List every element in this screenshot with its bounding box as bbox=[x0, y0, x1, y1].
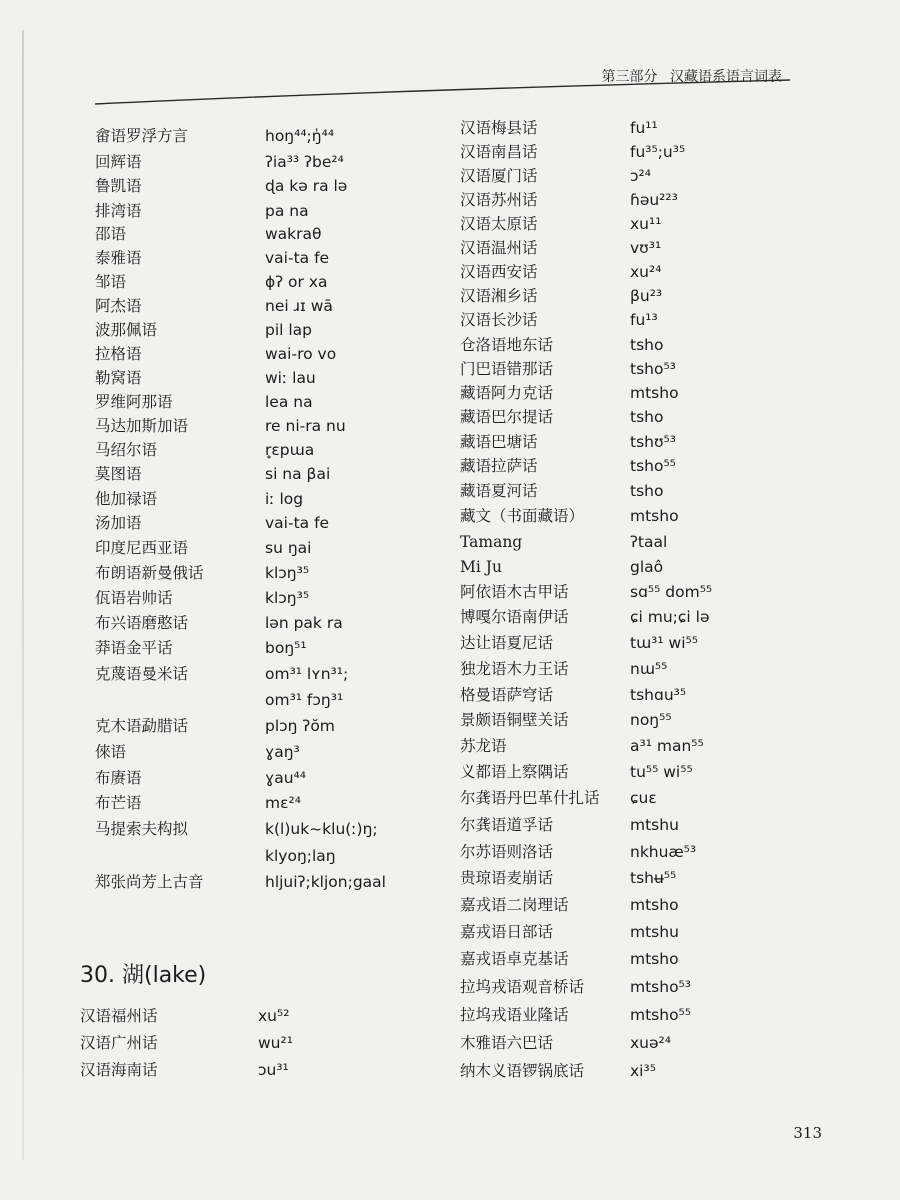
word-form: ɣaŋ³ bbox=[265, 743, 300, 761]
word-form: nei ɹɪ wā bbox=[265, 297, 333, 315]
language-name: 达让语夏尼话 bbox=[460, 634, 554, 652]
language-name: 回辉语 bbox=[95, 153, 142, 171]
entry-row bbox=[95, 438, 455, 462]
word-form: tshʊ⁵³ bbox=[630, 433, 676, 451]
entry-row bbox=[460, 786, 820, 810]
entry-row bbox=[95, 199, 455, 223]
entry-row bbox=[95, 817, 455, 841]
language-name: 汉语福州话 bbox=[80, 1007, 158, 1025]
language-name: 尔苏语则洛话 bbox=[460, 843, 554, 861]
language-name: 排湾语 bbox=[95, 202, 142, 220]
language-name: 尔龚语道孚话 bbox=[460, 816, 554, 834]
language-name: Tamang bbox=[460, 533, 523, 551]
entry-row bbox=[460, 580, 820, 604]
language-name: 藏语阿力克话 bbox=[460, 384, 554, 402]
word-form: klɔŋ³⁵ bbox=[265, 564, 310, 582]
word-form: k(l)uk~klu(ː)ŋ; bbox=[265, 820, 378, 838]
entry-row bbox=[460, 760, 820, 784]
language-name: 马提索夫构拟 bbox=[95, 820, 189, 838]
language-name: 义都语上察隅话 bbox=[460, 763, 569, 781]
word-form: hoŋ⁴⁴;ŋ̍⁴⁴ bbox=[265, 127, 335, 145]
entry-row bbox=[95, 766, 455, 790]
entry-row bbox=[460, 866, 820, 890]
word-form: tsho bbox=[630, 408, 664, 426]
entry-row bbox=[460, 1059, 820, 1083]
entry-row bbox=[460, 1031, 820, 1055]
entry-row bbox=[95, 870, 455, 894]
word-form: mtshu bbox=[630, 923, 679, 941]
language-name: 汤加语 bbox=[95, 514, 142, 532]
entry-row bbox=[460, 260, 820, 284]
entry-row bbox=[95, 536, 455, 560]
word-form: tsho bbox=[630, 336, 664, 354]
language-name: 尔龚语丹巴革什扎话 bbox=[460, 789, 600, 807]
language-name: 汉语南昌话 bbox=[460, 143, 538, 161]
word-form: tsho⁵⁵ bbox=[630, 457, 676, 475]
language-name: 贵琼语麦崩话 bbox=[460, 869, 554, 887]
entry-row bbox=[460, 708, 820, 732]
entry-row bbox=[95, 174, 455, 198]
language-name: 阿杰语 bbox=[95, 297, 142, 315]
header-part: 第三部分 bbox=[601, 69, 658, 85]
word-form: pa na bbox=[265, 202, 309, 220]
word-form: lea na bbox=[265, 393, 313, 411]
language-name: 布朗语新曼俄话 bbox=[95, 564, 204, 582]
word-form: xi³⁵ bbox=[630, 1062, 656, 1080]
entry-row bbox=[460, 333, 820, 357]
word-form: si na βai bbox=[265, 465, 331, 483]
entry-row bbox=[460, 1003, 820, 1027]
word-form: hljuiʔ;kljon;gaal bbox=[265, 873, 386, 891]
language-name: 鲁凯语 bbox=[95, 177, 142, 195]
language-name: 苏龙语 bbox=[460, 737, 507, 755]
word-form: wu²¹ bbox=[258, 1034, 293, 1052]
word-form: xu¹¹ bbox=[630, 215, 662, 233]
page-number: 313 bbox=[793, 1124, 822, 1142]
entry-row bbox=[460, 975, 820, 999]
entry-row bbox=[460, 947, 820, 971]
word-form: xu⁵² bbox=[258, 1007, 290, 1025]
entry-row bbox=[460, 236, 820, 260]
language-name: 拉格语 bbox=[95, 345, 142, 363]
entry-row bbox=[460, 357, 820, 381]
entry-row bbox=[95, 294, 455, 318]
word-form: ɔu³¹ bbox=[258, 1061, 289, 1079]
word-form: xuə²⁴ bbox=[630, 1034, 671, 1052]
word-form: om³¹ fɔŋ³¹ bbox=[265, 691, 344, 709]
word-form: lən pak ra bbox=[265, 614, 343, 632]
language-name: Mi Ju bbox=[460, 558, 502, 576]
entry-row bbox=[95, 270, 455, 294]
entry-row bbox=[80, 1031, 440, 1055]
entry-row bbox=[95, 366, 455, 390]
language-name: 莽语金平话 bbox=[95, 639, 173, 657]
word-form: ɕi mu;ɕi lə bbox=[630, 608, 710, 626]
word-form: su ŋai bbox=[265, 539, 312, 557]
language-name: 仓洛语地东话 bbox=[460, 336, 554, 354]
entry-row bbox=[95, 688, 455, 712]
language-name: 嘉戎语日部话 bbox=[460, 923, 554, 941]
word-form: mtsho bbox=[630, 384, 679, 402]
word-form: fu¹¹ bbox=[630, 119, 658, 137]
entry-row bbox=[460, 308, 820, 332]
word-form: ʔia³³ ʔbe²⁴ bbox=[265, 153, 344, 171]
entry-row bbox=[460, 430, 820, 454]
word-form: a³¹ man⁵⁵ bbox=[630, 737, 704, 755]
word-form: glaô bbox=[630, 558, 664, 576]
language-name: 畲语罗浮方言 bbox=[95, 127, 189, 145]
language-name: 布兴语磨憨话 bbox=[95, 614, 189, 632]
language-name: 汉语太原话 bbox=[460, 215, 538, 233]
entry-row bbox=[80, 1058, 440, 1082]
entry-row bbox=[95, 511, 455, 535]
entry-row bbox=[460, 405, 820, 429]
word-form: ɦəu²²³ bbox=[630, 191, 678, 209]
language-name: 藏语巴塘话 bbox=[460, 433, 538, 451]
word-form: tɯ³¹ wi⁵⁵ bbox=[630, 634, 698, 652]
entry-row bbox=[95, 414, 455, 438]
entry-row bbox=[95, 124, 455, 148]
word-form: klyoŋ;laŋ bbox=[265, 847, 336, 865]
entry-row bbox=[95, 740, 455, 764]
word-form: wiː lau bbox=[265, 369, 316, 387]
entry-row bbox=[460, 284, 820, 308]
word-form: mtsho bbox=[630, 507, 679, 525]
header-rule bbox=[95, 78, 790, 118]
word-form: vai-ta fe bbox=[265, 514, 330, 532]
word-form: r̥ɛpɯa bbox=[265, 441, 315, 459]
language-name: 布赓语 bbox=[95, 769, 142, 787]
word-form: nkhuæ⁵³ bbox=[630, 843, 697, 861]
entry-row bbox=[95, 318, 455, 342]
word-form: mtsho⁵⁵ bbox=[630, 1006, 691, 1024]
entry-row bbox=[95, 561, 455, 585]
language-name: 邹语 bbox=[95, 273, 127, 291]
entry-row bbox=[460, 605, 820, 629]
language-name: 汉语广州话 bbox=[80, 1034, 158, 1052]
entry-row bbox=[95, 342, 455, 366]
language-name: 他加禄语 bbox=[95, 490, 158, 508]
language-name: 汉语海南话 bbox=[80, 1061, 158, 1079]
entry-row bbox=[460, 504, 820, 528]
language-name: 郑张尚芳上古音 bbox=[95, 873, 204, 891]
word-form: wai-ro vo bbox=[265, 345, 337, 363]
word-form: ɸʔ or xa bbox=[265, 273, 328, 291]
language-name: 汉语长沙话 bbox=[460, 311, 538, 329]
entry-row bbox=[95, 636, 455, 660]
language-name: 藏语巴尔提话 bbox=[460, 408, 554, 426]
word-form: nɯ⁵⁵ bbox=[630, 660, 668, 678]
word-form: fu³⁵;u³⁵ bbox=[630, 143, 686, 161]
entry-row bbox=[80, 1004, 440, 1028]
language-name: 嘉戎语卓克基话 bbox=[460, 950, 569, 968]
word-form: βu²³ bbox=[630, 287, 663, 305]
entry-row bbox=[95, 150, 455, 174]
language-name: 纳木义语锣锅底话 bbox=[460, 1062, 585, 1080]
language-name: 博嘎尔语南伊话 bbox=[460, 608, 569, 626]
language-name: 藏语拉萨话 bbox=[460, 457, 538, 475]
entry-row bbox=[95, 662, 455, 686]
entry-row bbox=[460, 893, 820, 917]
word-form: tshɑu³⁵ bbox=[630, 686, 687, 704]
entry-row bbox=[95, 611, 455, 635]
language-name: 藏文（书面藏语） bbox=[460, 507, 585, 525]
word-form: xu²⁴ bbox=[630, 263, 662, 281]
section-title-text: 湖(lake) bbox=[122, 963, 207, 988]
entry-row bbox=[460, 381, 820, 405]
language-name: 泰雅语 bbox=[95, 249, 142, 267]
entry-row bbox=[460, 188, 820, 212]
word-form: wakraθ bbox=[265, 225, 322, 243]
word-form: tsho bbox=[630, 482, 664, 500]
entry-row bbox=[460, 116, 820, 140]
entry-row bbox=[95, 462, 455, 486]
language-name: 佤语岩帅话 bbox=[95, 589, 173, 607]
word-form: ɕuɛ bbox=[630, 789, 657, 807]
entry-row bbox=[95, 714, 455, 738]
language-name: 拉坞戎语业隆话 bbox=[460, 1006, 569, 1024]
word-form: ɖa kə ra lə bbox=[265, 177, 348, 195]
word-form: noŋ⁵⁵ bbox=[630, 711, 672, 729]
language-name: 汉语厦门话 bbox=[460, 167, 538, 185]
language-name: 克蔑语曼米话 bbox=[95, 665, 189, 683]
entry-row bbox=[95, 246, 455, 270]
section-heading bbox=[80, 958, 206, 989]
entry-row bbox=[95, 390, 455, 414]
entry-row bbox=[460, 555, 820, 579]
entry-row bbox=[95, 844, 455, 868]
word-form: iː log bbox=[265, 490, 304, 508]
word-form: tshʉ⁵⁵ bbox=[630, 869, 677, 887]
language-name: 木雅语六巴话 bbox=[460, 1034, 554, 1052]
word-form: mtshu bbox=[630, 816, 679, 834]
language-name: 汉语温州话 bbox=[460, 239, 538, 257]
language-name: 汉语苏州话 bbox=[460, 191, 538, 209]
entry-row bbox=[95, 222, 455, 246]
word-form: ʔtaal bbox=[630, 533, 668, 551]
word-form: mtsho⁵³ bbox=[630, 978, 691, 996]
entry-row bbox=[460, 454, 820, 478]
word-form: ɔ²⁴ bbox=[630, 167, 651, 185]
entry-row bbox=[460, 657, 820, 681]
language-name: 汉语湘乡话 bbox=[460, 287, 538, 305]
word-form: boŋ⁵¹ bbox=[265, 639, 307, 657]
entry-row bbox=[460, 920, 820, 944]
language-name: 马达加斯加语 bbox=[95, 417, 189, 435]
page-binding-edge bbox=[22, 30, 24, 1160]
language-name: 克木语勐腊话 bbox=[95, 717, 189, 735]
language-name: 邵语 bbox=[95, 225, 127, 243]
entry-row bbox=[460, 530, 820, 554]
word-form: klɔŋ³⁵ bbox=[265, 589, 310, 607]
language-name: 景颇语铜壁关话 bbox=[460, 711, 569, 729]
language-name: 汉语西安话 bbox=[460, 263, 538, 281]
language-name: 马绍尔语 bbox=[95, 441, 158, 459]
word-form: vʊ³¹ bbox=[630, 239, 662, 257]
word-form: pil lap bbox=[265, 321, 313, 339]
entry-row bbox=[460, 683, 820, 707]
entry-row bbox=[95, 791, 455, 815]
language-name: 格曼语萨穹话 bbox=[460, 686, 554, 704]
language-name: 门巴语错那话 bbox=[460, 360, 554, 378]
language-name: 汉语梅县话 bbox=[460, 119, 538, 137]
word-form: plɔŋ ʔŏm bbox=[265, 717, 335, 735]
word-form: vai-ta fe bbox=[265, 249, 330, 267]
entry-row bbox=[460, 140, 820, 164]
word-form: tu⁵⁵ wi⁵⁵ bbox=[630, 763, 693, 781]
word-form: sɑ⁵⁵ dom⁵⁵ bbox=[630, 583, 713, 601]
entry-row bbox=[460, 734, 820, 758]
word-form: om³¹ lʏn³¹; bbox=[265, 665, 349, 683]
entry-row bbox=[95, 586, 455, 610]
language-name: 独龙语木力王话 bbox=[460, 660, 569, 678]
word-form: fu¹³ bbox=[630, 311, 658, 329]
language-name: 藏语夏河话 bbox=[460, 482, 538, 500]
language-name: 印度尼西亚语 bbox=[95, 539, 189, 557]
word-form: tsho⁵³ bbox=[630, 360, 676, 378]
language-name: 布芒语 bbox=[95, 794, 142, 812]
entry-row bbox=[460, 212, 820, 236]
word-form: mɛ²⁴ bbox=[265, 794, 301, 812]
entry-row bbox=[95, 487, 455, 511]
entry-row bbox=[460, 631, 820, 655]
entry-row bbox=[460, 840, 820, 864]
entry-row bbox=[460, 813, 820, 837]
word-form: ɣau⁴⁴ bbox=[265, 769, 306, 787]
entry-row bbox=[460, 479, 820, 503]
language-name: 拉坞戎语观音桥话 bbox=[460, 978, 585, 996]
word-form: mtsho bbox=[630, 896, 679, 914]
entry-row bbox=[460, 164, 820, 188]
header-title: 汉藏语系语言词表 bbox=[670, 69, 782, 85]
language-name: 罗维阿那语 bbox=[95, 393, 173, 411]
language-name: 勒窝语 bbox=[95, 369, 142, 387]
language-name: 倈语 bbox=[95, 743, 127, 761]
word-form: re ni-ra nu bbox=[265, 417, 346, 435]
language-name: 波那佩语 bbox=[95, 321, 158, 339]
word-form: mtsho bbox=[630, 950, 679, 968]
language-name: 阿依语木古甲话 bbox=[460, 583, 569, 601]
language-name: 莫图语 bbox=[95, 465, 142, 483]
section-number: 30. bbox=[80, 963, 115, 988]
language-name: 嘉戎语二岗理话 bbox=[460, 896, 569, 914]
